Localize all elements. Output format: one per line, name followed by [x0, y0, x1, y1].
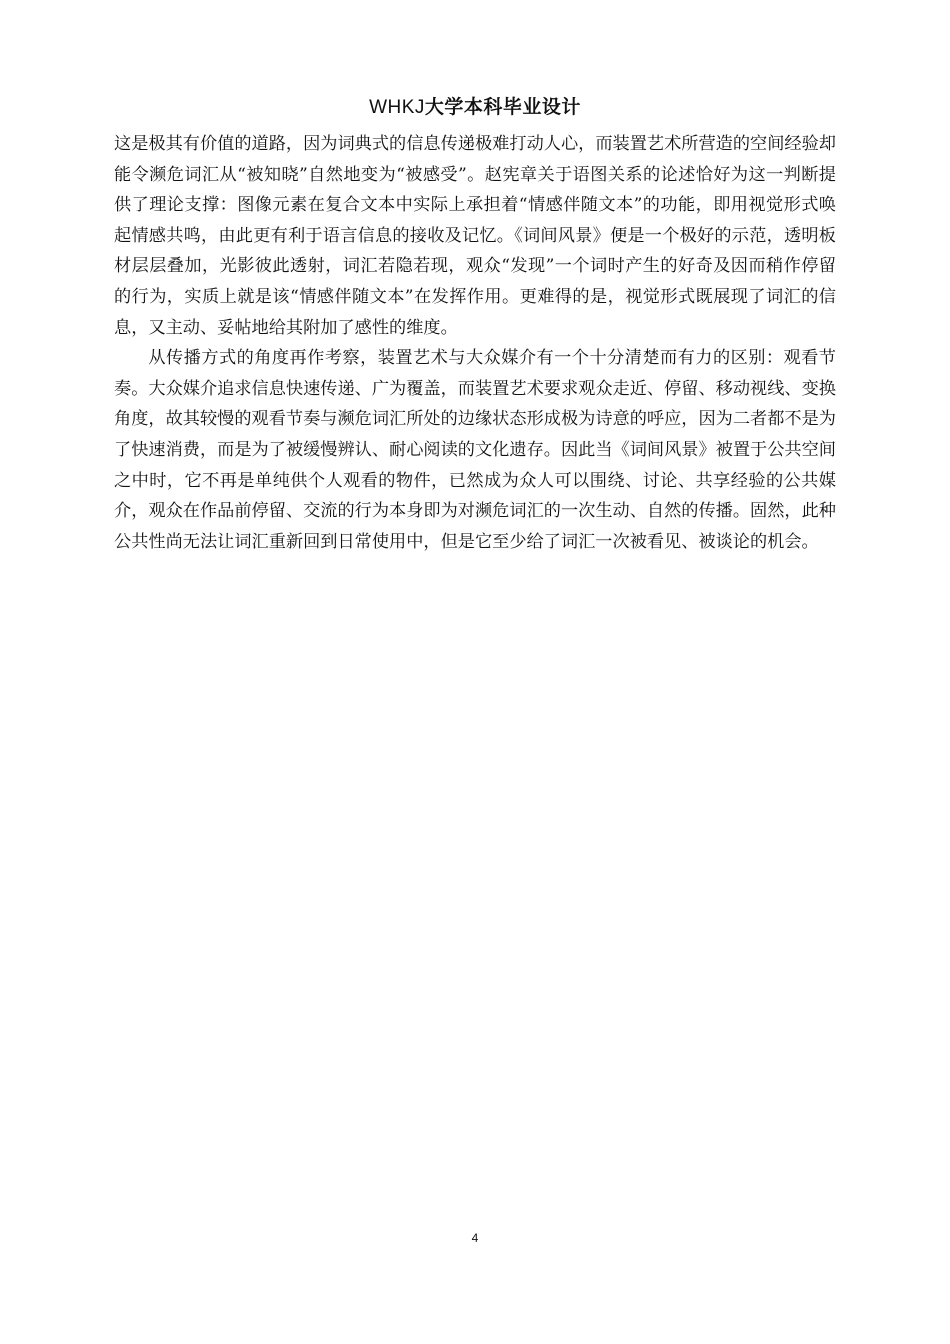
header-institution-code: WHKJ: [369, 97, 425, 118]
paragraph: 从传播方式的角度再作考察，装置艺术与大众媒介有一个十分清楚而有力的区别：观看节奏。大众媒介追求信息快速传递、广为覆盖，而装置艺术要求观众走近、停留、移动视线、变换角度，故其较慢的观看节奏与濒危词汇所处的边缘状态形成极为诗意的呼应，因为二者都不是为了快速消费，而是为了被缓慢辨认、耐心阅读的文化遗存。因此当《词间风景》被置于公共空间之中时，它不再是单纯供个人观看的物件，已然成为众人可以围绕、讨论、共享经验的公共媒介，观众在作品前停留、交流的行为本身即为对濒危词汇的一次生动、自然的传播。固然，此种公共性尚无法让词汇重新回到日常使用中，但是它至少给了词汇一次被看见、被谈论的机会。: [114, 348, 836, 552]
page-header: [0, 93, 950, 122]
body-text: [114, 129, 836, 557]
page-number: 4: [471, 1231, 479, 1245]
paragraph-continuation: 这是极其有价值的道路，因为词典式的信息传递极难打动人心，而装置艺术所营造的空间经验却能令濒危词汇从“被知晓”自然地变为“被感受”。赵宪章关于语图关系的论述恰好为这一判断提供了理论支撑：图像元素在复合文本中实际上承担着“情感伴随文本”的功能，即用视觉形式唤起情感共鸣，由此更有利于语言信息的接收及记忆。《词间风景》便是一个极好的示范，透明板材层层叠加，光影彼此透射，词汇若隐若现，观众“发现”一个词时产生的好奇及因而稍作停留的行为，实质上就是该“情感伴随文本”在发挥作用。更难得的是，视觉形式既展现了词汇的信息，又主动、妥帖地给其附加了感性的维度。: [114, 134, 836, 338]
header-title: 大学本科毕业设计: [424, 96, 581, 118]
